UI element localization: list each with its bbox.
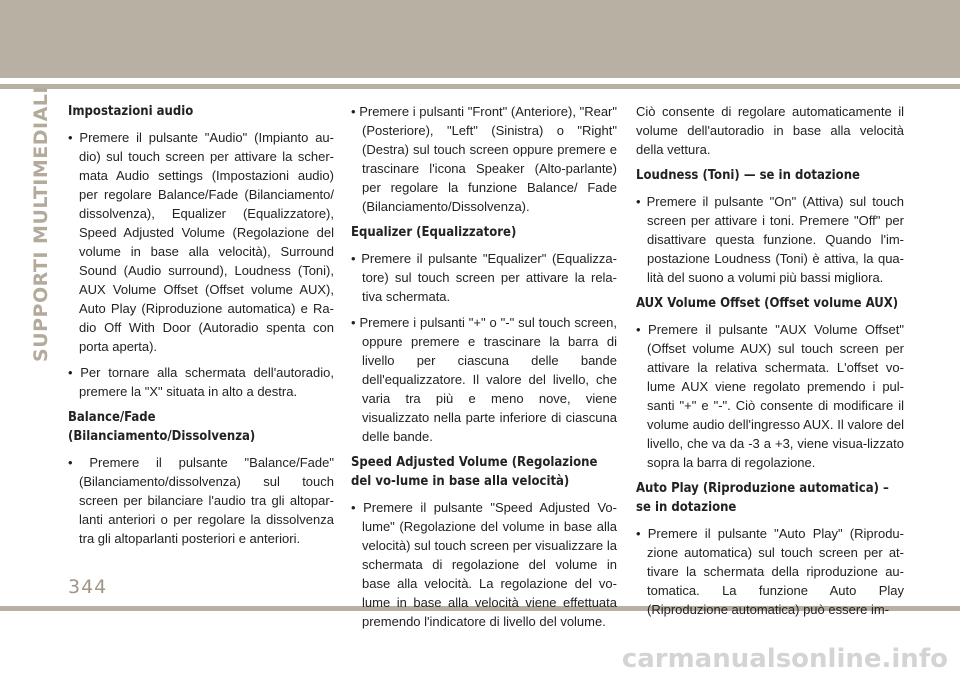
heading-audio-settings: Impostazioni audio	[68, 104, 194, 119]
section-sidebar-label	[30, 86, 53, 362]
heading-balance-fade: Balance/Fade (Bilanciamento/Dissolvenza)	[68, 410, 256, 444]
bullet-aux-volume-offset: • Premere il pulsante "AUX Volume Offset" (Offset volume AUX) sul touch screen per attivare la relativa schermata. L'offset vo-lume AUX viene regolato premendo i pul-santi "+" e "-". Ciò consente di modificare il volume audio dell'ingresso AUX. Il valore del livello, che va da -3 a +3, viene visua-lizzato sopra la barra di regolazione.	[636, 322, 904, 470]
heading-speed-adjusted-volume: Speed Adjusted Volume (Regolazione del vo-lume in base alla velocità)	[351, 455, 598, 489]
watermark: carmanualsonline.info	[621, 644, 948, 674]
heading-aux-volume-offset: AUX Volume Offset (Offset volume AUX)	[636, 296, 899, 311]
bullet-balance-fade: • Premere il pulsante "Balance/Fade" (Bilanciamento/dissolvenza) sul touch screen per bilanciare l'audio tra gli altopar-lanti anteriori o per regolare la dissolvenza tra gli altoparlanti posteriori e anteriori.	[68, 455, 334, 546]
column-1	[68, 102, 334, 555]
heading-equalizer: Equalizer (Equalizzatore)	[351, 225, 517, 240]
section-title: SUPPORTI MULTIMEDIALI	[30, 86, 53, 362]
bullet-speaker-buttons: • Premere i pulsanti "Front" (Anteriore), "Rear" (Posteriore), "Left" (Sinistra) o "Right" (Destra) sul touch screen oppure premere e trascinare l'icona Speaker (Alto-parlante) per regolare la funzione Balance/ Fade (Bilanciamento/Dissolvenza).	[351, 104, 617, 214]
column-2	[351, 102, 617, 638]
bullet-loudness: • Premere il pulsante "On" (Attiva) sul touch screen per attivare i toni. Premere "Off" per disattivare questa funzione. Quando l'im-postazione Loudness (Toni) è attiva, la qua-lità del suono a volumi più bassi migliora.	[636, 194, 904, 285]
heading-loudness: Loudness (Toni) — se in dotazione	[636, 168, 860, 183]
page-number: 344	[68, 576, 108, 598]
column-3	[636, 102, 904, 626]
bullet-equalizer-button: • Premere il pulsante "Equalizer" (Equalizza-tore) sul touch screen per attivare la rela-tiva schermata.	[351, 251, 617, 304]
header-band	[0, 0, 960, 78]
bullet-audio-button: • Premere il pulsante "Audio" (Impianto au-dio) sul touch screen per attivare la scher-mata Audio settings (Impostazioni audio) per regolare Balance/Fade (Bilanciamento/ dissolvenza), Equalizer (Equalizzatore), Speed Adjusted Volume (Regolazione del volume in base alla velocità), Surround Sound (Audio surround), Loudness (Toni), AUX Volume Offset (Offset volume AUX), Auto Play (Riproduzione automatica) e Ra-dio Off With Door (Autoradio spenta con porta aperta).	[68, 130, 334, 354]
bullet-speed-adjusted-volume: • Premere il pulsante "Speed Adjusted Vo-lume" (Regolazione del volume in base alla velocità) sul touch screen per visualizzare la schermata di regolazione del volume in base alla velocità. La regolazione del vo-lume in base alla velocità viene effettuata premendo l'indicatore di livello del volume.	[351, 500, 617, 629]
heading-auto-play: Auto Play (Riproduzione automatica) – se in dotazione	[636, 481, 889, 515]
header-rule	[0, 84, 960, 89]
bullet-auto-play: • Premere il pulsante "Auto Play" (Riprodu-zione automatica) sul touch screen per at-tivare la schermata della riproduzione au-tomatica. La funzione Auto Play (Riproduzione automatica) può essere im-	[636, 526, 904, 617]
bullet-return-radio: • Per tornare alla schermata dell'autoradio, premere la "X" situata in alto a destra.	[68, 365, 334, 399]
continuation-text: Ciò consente di regolare automaticamente il volume dell'autoradio in base alla velocità della vettura.	[636, 104, 904, 157]
bullet-equalizer-bands: • Premere i pulsanti "+" o "-" sul touch screen, oppure premere e trascinare la barra di livello per ciascuna delle bande dell'equalizzatore. Il valore del livello, che varia tra più e meno nove, viene visualizzato nella parte inferiore di ciascuna delle bande.	[351, 315, 617, 444]
